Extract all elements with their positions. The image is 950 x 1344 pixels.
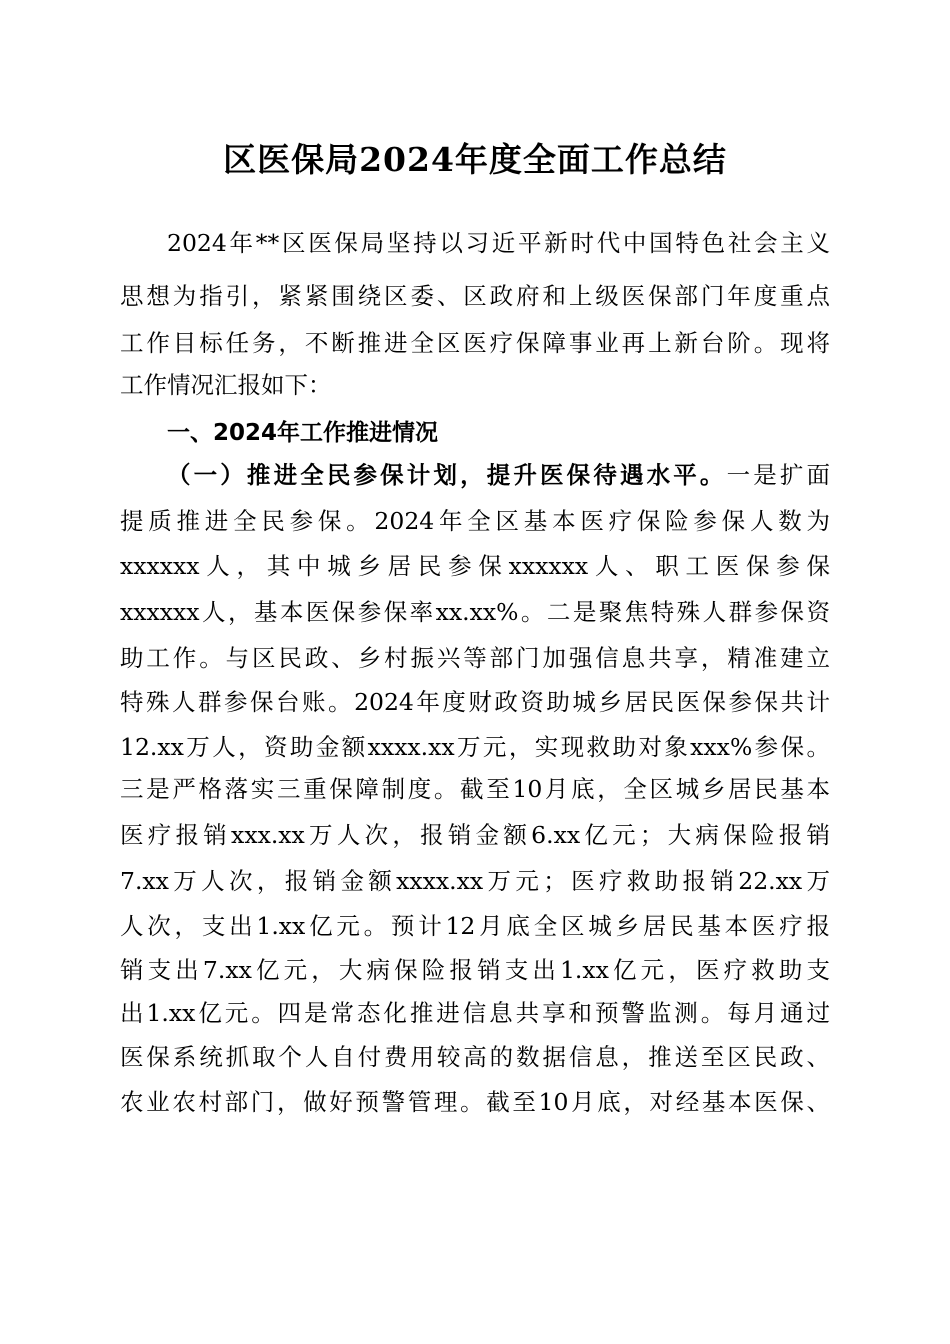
paragraph-line: 三是严格落实三重保障制度。截至10月底，全区城乡居民基本 <box>120 775 830 803</box>
paragraph-line: 助工作。与区民政、乡村振兴等部门加强信息共享，精准建立 <box>120 644 830 672</box>
paragraph-line: 销支出7.xx亿元，大病保险报销支出1.xx亿元，医疗救助支 <box>120 956 830 984</box>
paragraph-line: 12.xx万人，资助金额xxxx.xx万元，实现救助对象xxx%参保。 <box>120 733 830 761</box>
paragraph-line: 出1.xx亿元。四是常态化推进信息共享和预警监测。每月通过 <box>120 999 830 1027</box>
paragraph-line: 人次，支出1.xx亿元。预计12月底全区城乡居民基本医疗报 <box>120 912 830 940</box>
paragraph-line: 2024年**区医保局坚持以习近平新时代中国特色社会主义 <box>167 229 830 257</box>
paragraph-line: 医保系统抓取个人自付费用较高的数据信息，推送至区民政、 <box>120 1043 830 1071</box>
paragraph-line: 思想为指引，紧紧围绕区委、区政府和上级医保部门年度重点 <box>120 282 830 310</box>
section-heading: 一、2024年工作推进情况 <box>167 420 439 446</box>
paragraph-line: xxxxxx人，基本医保参保率xx.xx%。二是聚焦特殊人群参保资 <box>120 598 830 626</box>
paragraph-line: 农业农村部门，做好预警管理。截至10月底，对经基本医保、 <box>120 1088 830 1116</box>
paragraph-line: 工作目标任务，不断推进全区医疗保障事业再上新台阶。现将 <box>120 329 830 357</box>
paragraph-line: xxxxxx人，其中城乡居民参保xxxxxx人、职工医保参保 <box>120 552 830 580</box>
paragraph-line: 特殊人群参保台账。2024年度财政资助城乡居民医保参保共计 <box>120 688 830 716</box>
document-title: 区医保局2024年度全面工作总结 <box>223 140 727 179</box>
paragraph-text: 一是扩面 <box>726 461 830 489</box>
paragraph-line: 7.xx万人次，报销金额xxxx.xx万元；医疗救助报销22.xx万 <box>120 867 830 895</box>
paragraph-line: 工作情况汇报如下： <box>120 371 332 399</box>
subsection-heading-line <box>167 452 830 498</box>
subsection-heading: （一）推进全民参保计划，提升医保待遇水平。 <box>167 461 727 489</box>
paragraph-line: 医疗报销xxx.xx万人次，报销金额6.xx亿元；大病保险报销 <box>120 821 830 849</box>
paragraph-line: 提质推进全民参保。2024年全区基本医疗保险参保人数为 <box>120 507 830 535</box>
